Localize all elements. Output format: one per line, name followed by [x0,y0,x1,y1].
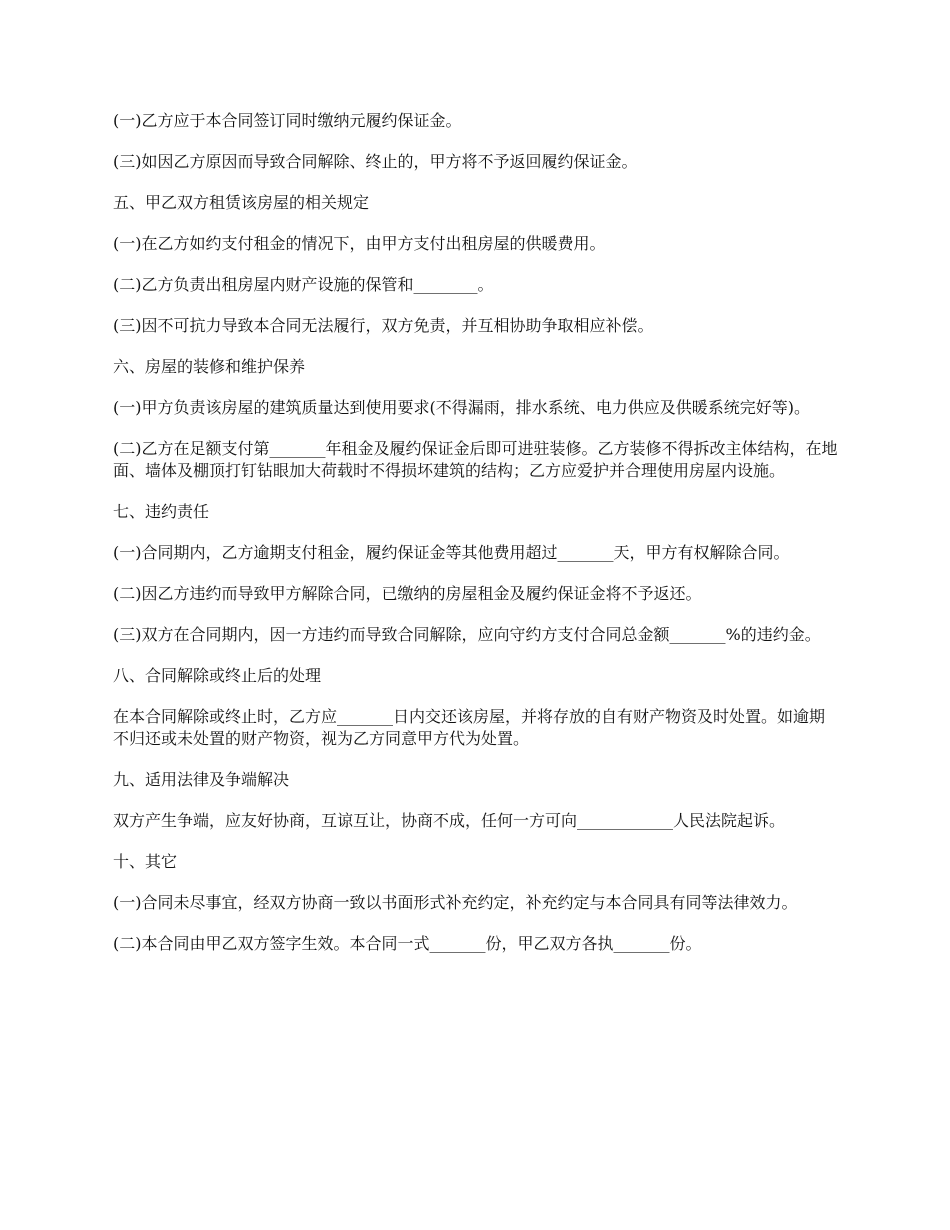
clause-breach-penalty: (三)双方在合同期内，因一方违约而导致合同解除，应向守约方支付合同总金额_______%的违约金。 [113,625,821,644]
clause-copies-effective: (二)本合同由甲乙双方签字生效。本合同一式_______份，甲乙双方各执_______份。 [113,934,702,953]
clause-return-premises: 在本合同解除或终止时，乙方应_______日内交还该房屋，并将存放的自有财产物资及时处置。如逾期不归还或未处置的财产物资，视为乙方同意甲方代为处置。 [113,707,826,748]
section-heading-7: 七、违约责任 [113,502,210,521]
section-heading-9: 九、适用法律及争端解决 [113,770,290,789]
clause-force-majeure: (三)因不可抗力导致本合同无法履行，双方免责，并互相协助争取相应补偿。 [113,316,654,335]
clause-late-payment: (一)合同期内，乙方逾期支付租金，履约保证金等其他费用超过_______天，甲方有权解除合同。 [113,543,790,562]
clause-building-quality: (一)甲方负责该房屋的建筑质量达到使用要求(不得漏雨，排水系统、电力供应及供暖系统完好等)。 [113,398,810,417]
clause-deposit-forfeit: (三)如因乙方原因而导致合同解除、终止的，甲方将不予返回履约保证金。 [113,152,638,171]
section-heading-8: 八、合同解除或终止后的处理 [113,666,322,685]
clause-heating-cost: (一)在乙方如约支付租金的情况下，由甲方支付出租房屋的供暖费用。 [113,234,606,253]
section-heading-6: 六、房屋的装修和维护保养 [113,357,306,376]
document-body [113,110,840,974]
clause-dispute-resolution: 双方产生争端，应友好协商，互谅互让，协商不成，任何一方可向____________人民法院起诉。 [113,811,786,830]
clause-supplementary-agreement: (一)合同未尽事宜，经双方协商一致以书面形式补充约定，补充约定与本合同具有同等法律效力。 [113,893,798,912]
section-heading-5: 五、甲乙双方租赁该房屋的相关规定 [113,193,370,212]
clause-renovation: (二)乙方在足额支付第_______年租金及履约保证金后即可进驻装修。乙方装修不得拆改主体结构，在地面、墙体及棚顶打钉钻眼加大荷载时不得损坏建筑的结构；乙方应爱护并合理使用房屋内设施。 [113,439,838,480]
clause-deposit-payment: (一)乙方应于本合同签订同时缴纳元履约保证金。 [113,111,462,130]
section-heading-10: 十、其它 [113,852,178,871]
clause-property-custody: (二)乙方负责出租房屋内财产设施的保管和________。 [113,275,494,294]
clause-termination-no-refund: (二)因乙方违约而导致甲方解除合同，已缴纳的房屋租金及履约保证金将不予返还。 [113,584,702,603]
